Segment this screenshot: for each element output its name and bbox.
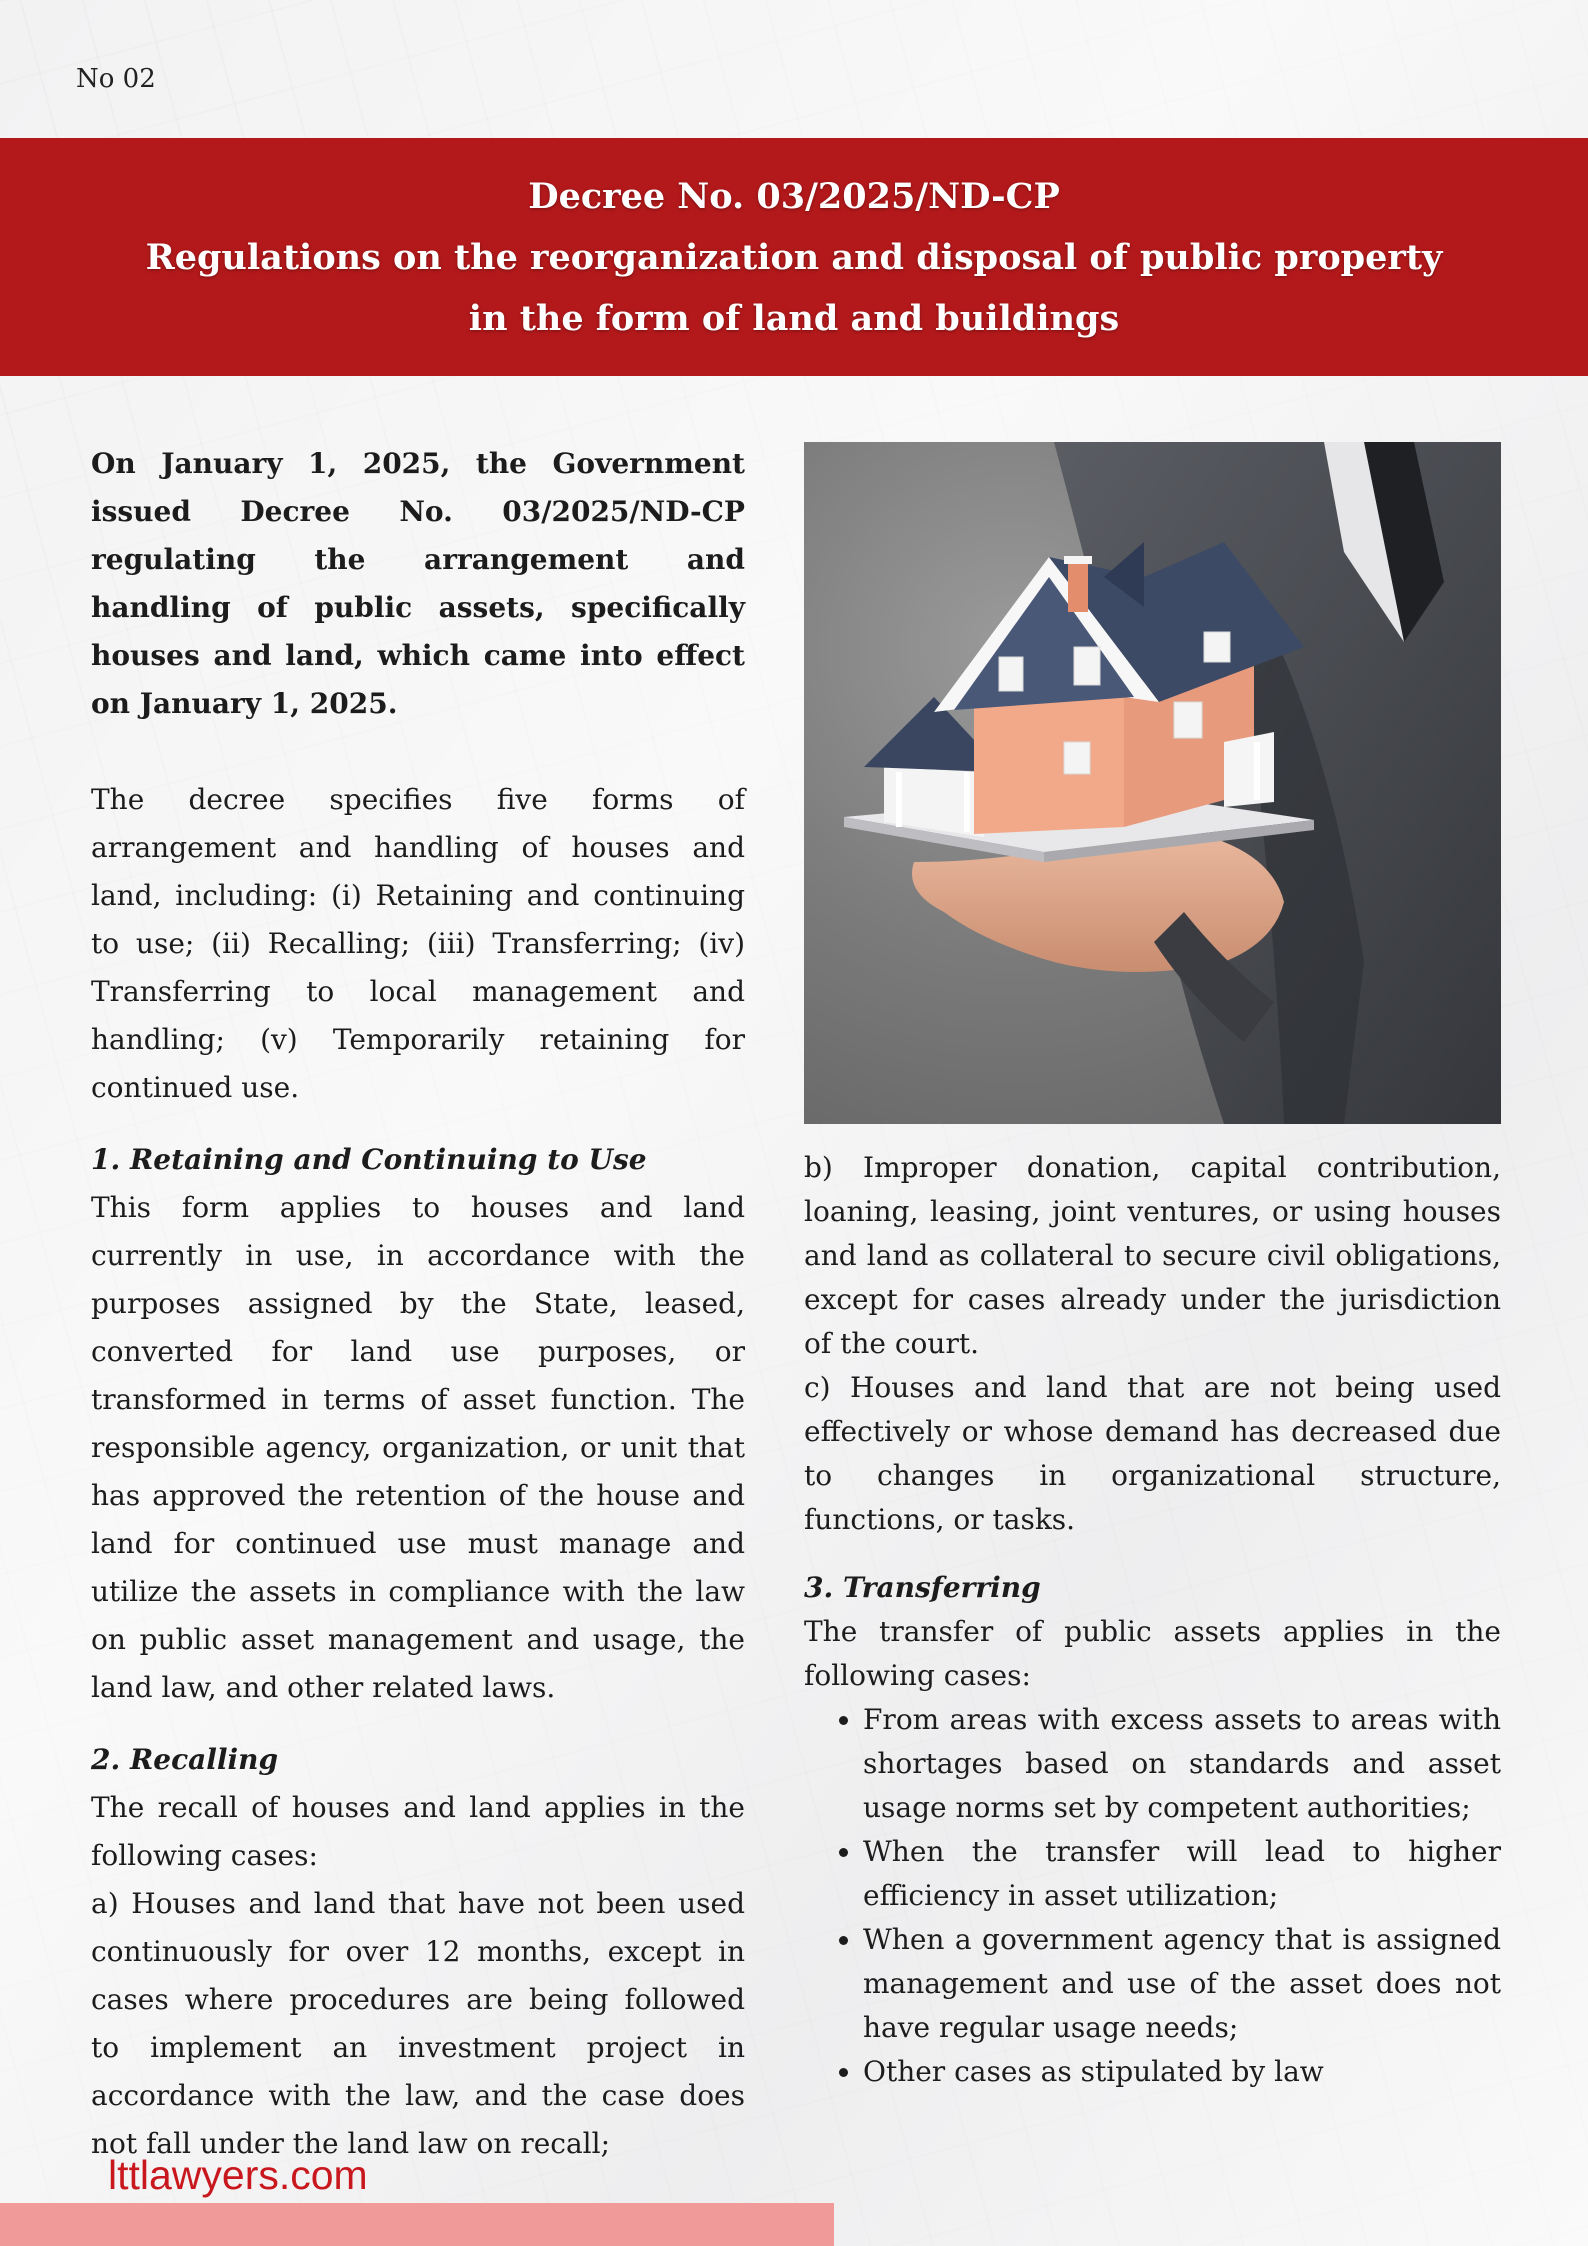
page-number: No 02 [76, 64, 156, 94]
section-2-case-a: a) Houses and land that have not been used continuously for over 12 months, except in cases where procedures are being followed to implement an investment project in accordance with the law, and the case does not fall under the land law on recall; [91, 1887, 745, 2160]
list-item: • When the transfer will lead to higher efficiency in asset utilization; [863, 1830, 1501, 1918]
intro-paragraph: On January 1, 2025, the Government issued Decree No. 03/2025/ND-CP regulating the arrangement and handling of public assets, specifically houses and land, which came into effect on January 1, 2025. [91, 447, 745, 720]
section-1-heading: 1. Retaining and Continuing to Use [91, 1143, 647, 1176]
title-banner [0, 138, 1588, 376]
house-in-hand-illustration [804, 442, 1501, 1124]
footer-accent-bar [0, 2203, 834, 2246]
decree-subtitle-line-2: in the form of land and buildings [468, 297, 1120, 339]
section-2-intro: The recall of houses and land applies in the following cases: [91, 1791, 745, 1872]
left-column [91, 440, 745, 2168]
overview-paragraph: The decree specifies five forms of arrangement and handling of houses and land, including: (i) Retaining and continuing to use; (ii) Recalling; (iii) Transferring; (iv) Transferring to local management and handling; (v) Temporarily retaining for continued use. [91, 783, 745, 1104]
section-2-case-c: c) Houses and land that are not being used effectively or whose demand has decreased due to changes in organizational structure, functions, or tasks. [804, 1371, 1501, 1536]
section-2-case-b: b) Improper donation, capital contribution, loaning, leasing, joint ventures, or using houses and land as collateral to secure civil obligations, except for cases already under the jurisdiction of the court. [804, 1151, 1501, 1360]
right-column [804, 1146, 1501, 2094]
section-1-body: This form applies to houses and land currently in use, in accordance with the purposes assigned by the State, leased, converted for land use purposes, or transformed in terms of asset function. The responsible agency, organization, or unit that has approved the retention of the house and land for continued use must manage and utilize the assets in compliance with the law on public asset management and usage, the land law, and other related laws. [91, 1191, 745, 1704]
section-3-heading: 3. Transferring [804, 1571, 1041, 1604]
decree-subtitle-line-1: Regulations on the reorganization and disposal of public property [145, 236, 1443, 278]
decree-title: Decree No. 03/2025/ND-CP [528, 175, 1060, 217]
transfer-cases-list [804, 1698, 1501, 2094]
section-2-heading: 2. Recalling [91, 1743, 279, 1776]
list-item: • From areas with excess assets to areas with shortages based on standards and asset usage norms set by competent authorities; [863, 1698, 1501, 1830]
house-in-hand-photo [804, 442, 1501, 1124]
list-item: • Other cases as stipulated by law [863, 2050, 1501, 2094]
section-3-intro: The transfer of public assets applies in the following cases: [804, 1615, 1501, 1692]
website-link[interactable]: lttlawyers.com [108, 2152, 368, 2198]
list-item: • When a government agency that is assigned management and use of the asset does not have regular usage needs; [863, 1918, 1501, 2050]
